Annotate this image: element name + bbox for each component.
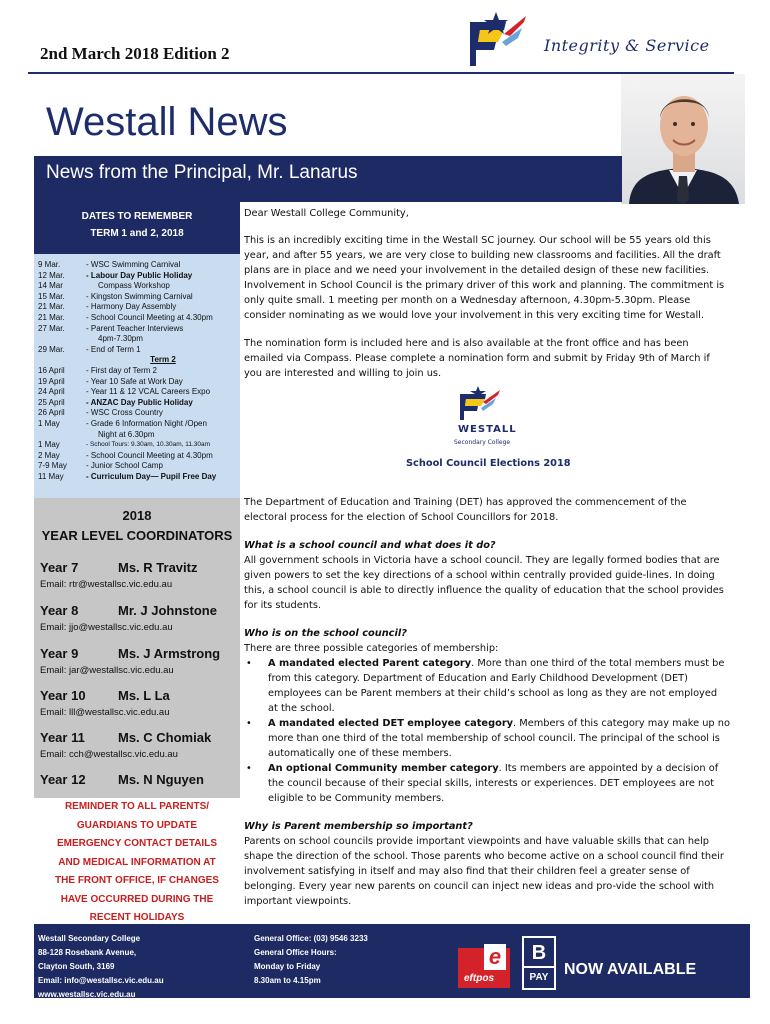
eftpos-e-glyph: e: [484, 944, 506, 970]
bullet-text: . More than one third of the total members must be from this category. Department of Education and Early Childhood Development (DET) employees can be Parent members at their child’s school as long as they are not employed at the school.: [268, 658, 725, 714]
reminder-line: REMINDER TO ALL PARENTS/: [64, 801, 210, 812]
date-cell: 1 May: [38, 418, 60, 428]
date-cell: 21 Mar.: [38, 312, 65, 322]
answer-paragraph: All government schools in Victoria have a school council. They are legally formed bodies that are given powers to set the key directions of a school within centrally provided guide-lines. In doing this, a school council is able to directly influence the quality of education that the school provides for its students.: [244, 555, 724, 611]
date-cell: 29 Mar.: [38, 344, 65, 354]
bullet-title: A mandated elected Parent category: [268, 658, 472, 669]
footer-line: General Office Hours:: [254, 948, 337, 957]
date-cell: [38, 430, 86, 441]
date-cell: 1 May: [38, 440, 60, 450]
event-cell: - WSC Swimming Carnival: [86, 260, 181, 269]
principal-letter: [244, 206, 730, 909]
coordinator-name: Ms. L La: [118, 688, 170, 703]
date-row: [38, 377, 240, 388]
list-item: [244, 761, 730, 806]
date-row: [38, 345, 240, 356]
event-cell: - School Tours: 9.30am, 10.30am, 11.30am: [86, 441, 211, 449]
paragraph-det: The Department of Education and Training (DET) has approved the commencement of the electoral process for the election of School Councillors for 2018.: [244, 497, 687, 523]
coordinator-year: Year 7: [40, 560, 79, 575]
dates-heading-line1: DATES TO REMEMBER: [81, 211, 193, 222]
bullet-text: . Members of this category may make up no more than one third of the total membership of school council. The principal of the school is automatically one of these members.: [268, 718, 730, 759]
footer-office: [254, 932, 368, 988]
dates-list: [34, 254, 240, 482]
date-row: [38, 313, 240, 324]
date-cell: 7-9 May: [38, 461, 67, 471]
date-row: [38, 334, 240, 345]
date-cell: 25 April: [38, 397, 65, 407]
list-item: [244, 656, 730, 716]
westall-logo-subtext: Secondary College: [454, 439, 511, 446]
event-cell: - Junior School Camp: [86, 461, 163, 471]
coordinator-email[interactable]: Email: jjo@westallsc.vic.edu.au: [40, 622, 173, 633]
event-cell: - Labour Day Public Holiday: [86, 270, 193, 280]
event-cell: - Parent Teacher Interviews: [86, 323, 184, 333]
question-heading: Who is on the school council?: [244, 628, 407, 639]
membership-list: [244, 656, 730, 806]
event-cell: - School Council Meeting at 4.30pm: [86, 312, 213, 322]
date-cell: 14 Mar: [38, 281, 63, 291]
date-cell: 27 Mar.: [38, 323, 65, 333]
coordinator-email[interactable]: Email: lll@westallsc.vic.edu.au: [40, 707, 170, 718]
footer-line: 8.30am to 4.15pm: [254, 976, 321, 985]
bullet-title: A mandated elected DET employee category: [268, 718, 514, 729]
reminder-line: AND MEDICAL INFORMATION AT: [58, 856, 216, 868]
coordinators-box: [34, 498, 240, 798]
reminder-line: EMERGENCY CONTACT DETAILS: [56, 838, 217, 849]
bpay-label: PAY: [529, 972, 549, 983]
event-cell: - Year 10 Safe at Work Day: [86, 376, 183, 386]
dates-to-remember: [34, 202, 240, 498]
date-cell: 2 May: [38, 450, 60, 460]
paragraph-intro: This is an incredibly exciting time in the Westall SC journey. Our school will be 55 years old this year, and after 55 years, we are very close to building new classrooms and facilities. All the draft plans are in place and we need your involvement in the detailed design of these new facilities. Involvement in School Council is the primary driver of this work and planning. The commitment is only quite small. 1 meeting per month on a Wednesday afternoon, 4.30pm-5.30pm. Please consider nominating as we would love your involvement in this very exciting time for Westall.: [244, 235, 725, 321]
event-cell: - ANZAC Day Public Holiday: [86, 397, 193, 407]
date-row: [38, 260, 240, 271]
coordinator-year: Year 10: [40, 688, 86, 703]
date-row: [38, 472, 240, 483]
coordinator-email[interactable]: Email: rtr@westallsc.vic.edu.au: [40, 579, 173, 590]
event-cell: - First day of Term 2: [86, 365, 157, 375]
event-cell: - Kingston Swimming Carnival: [86, 291, 193, 301]
question-heading: What is a school council and what does it do?: [244, 540, 496, 551]
event-cell: - Curriculum Day— Pupil Free Day: [86, 471, 217, 481]
coordinator-email[interactable]: Email: jar@westallsc.vic.edu.au: [40, 665, 174, 676]
date-row: [38, 292, 240, 303]
date-cell: 16 April: [38, 365, 65, 375]
date-cell: [38, 334, 86, 345]
reminder-line: THE FRONT OFFICE, IF CHANGES: [55, 875, 219, 886]
date-row: [38, 430, 240, 441]
footer-contact: [38, 932, 164, 1002]
eftpos-label: eftpos: [464, 973, 494, 984]
westall-logo-text: WESTALL: [458, 424, 517, 435]
coordinator-name: Ms. J Armstrong: [118, 646, 221, 661]
coordinator-name: Ms. R Travitz: [118, 560, 198, 575]
footer-line: 88-128 Rosebank Avenue,: [38, 948, 137, 957]
elections-title: School Council Elections 2018: [406, 458, 571, 469]
motto-text: Integrity & Service: [544, 36, 710, 55]
date-cell: 19 April: [38, 376, 65, 386]
event-cell: - End of Term 1: [86, 344, 141, 354]
date-row: [38, 271, 240, 282]
reminder-line: RECENT HOLIDAYS: [89, 912, 185, 923]
date-cell: 26 April: [38, 408, 65, 418]
reminder-notice: [34, 798, 240, 922]
date-cell: 15 Mar.: [38, 291, 65, 301]
footer-website-link[interactable]: www.westallsc.vic.edu.au: [38, 990, 136, 999]
event-cell: - Grade 6 Information Night /Open: [86, 418, 207, 428]
date-row: [38, 324, 240, 335]
date-row: [38, 440, 240, 451]
paragraph-nomination: The nomination form is included here and is also available at the front office and has been emailed via Compass. Please complete a nomination form and submit by Friday 9th of March if you are interested and willing to join us.: [244, 338, 710, 379]
bpay-logo: [522, 936, 556, 990]
greeting: Dear Westall College Community,: [244, 208, 409, 219]
school-logo: [466, 8, 538, 66]
coordinators-heading-line1: 2018: [122, 508, 152, 523]
coordinator-name: Mr. J Johnstone: [118, 603, 217, 618]
term2-label: Term 2: [150, 355, 176, 365]
footer-line: Westall Secondary College: [38, 934, 141, 943]
date-row: [38, 419, 240, 430]
date-row: [38, 451, 240, 462]
bullet-text: . Its members are appointed by a decision of the council because of their special skills, interests or experiences. DET employees are not eligible to be Community members.: [268, 763, 719, 804]
bullet-title: An optional Community member category: [268, 763, 499, 774]
dates-heading: [34, 202, 240, 254]
coordinators-heading-line2: YEAR LEVEL COORDINATORS: [41, 528, 233, 543]
coordinator-name: Ms. C Chomiak: [118, 730, 212, 745]
newsletter-title: Westall News: [46, 100, 288, 144]
question-heading: Why is Parent membership so important?: [244, 821, 473, 832]
footer-line: Clayton South, 3169: [38, 962, 115, 971]
coordinator-name: Ms. N Nguyen: [118, 772, 204, 787]
principal-photo: [621, 74, 745, 204]
footer-email[interactable]: Email: info@westallsc.vic.edu.au: [38, 976, 164, 985]
coordinator-year: Year 12: [40, 772, 86, 787]
coordinators-heading: [34, 498, 240, 546]
date-cell: 21 Mar.: [38, 302, 65, 312]
date-cell: 11 May: [38, 471, 64, 481]
answer-intro: There are three possible categories of membership:: [244, 643, 499, 654]
coordinator-email[interactable]: Email: cch@westallsc.vic.edu.au: [40, 749, 178, 760]
date-cell: 24 April: [38, 387, 65, 397]
date-row: [38, 408, 240, 419]
event-cell: - WSC Cross Country: [86, 408, 163, 418]
footer-line: Monday to Friday: [254, 962, 321, 971]
date-cell: 9 Mar.: [38, 260, 61, 269]
event-cell: - Harmony Day Assembly: [86, 302, 177, 312]
event-cell: Compass Workshop: [98, 281, 170, 291]
event-cell: - School Council Meeting at 4.30pm: [86, 450, 213, 460]
date-row: [38, 387, 240, 398]
date-row: [38, 461, 240, 472]
event-cell: Night at 6.30pm: [98, 429, 155, 439]
coordinator-year: Year 9: [40, 646, 79, 661]
date-row: [38, 302, 240, 313]
eftpos-logo: [458, 944, 510, 988]
date-row: [38, 281, 240, 292]
banner-text: News from the Principal, Mr. Lanarus: [46, 162, 358, 183]
event-cell: - Year 11 & 12 VCAL Careers Expo: [86, 387, 211, 397]
westall-logo: [414, 394, 554, 452]
date-row: [38, 366, 240, 377]
now-available-text: NOW AVAILABLE: [564, 961, 697, 978]
list-item: [244, 716, 730, 761]
date-cell: 12 Mar.: [38, 270, 65, 280]
footer-phone[interactable]: General Office: (03) 9546 3233: [254, 934, 368, 943]
date-row: [38, 398, 240, 409]
dates-heading-line2: TERM 1 and 2, 2018: [90, 228, 184, 239]
event-cell: 4pm-7.30pm: [98, 334, 143, 344]
coordinator-year: Year 11: [40, 730, 85, 745]
coordinator-year: Year 8: [40, 603, 79, 618]
edition-label: 2nd March 2018 Edition 2: [40, 44, 230, 63]
reminder-line: HAVE OCCURRED DURING THE: [60, 893, 214, 905]
answer-paragraph: Parents on school councils provide important viewpoints and have valuable skills that can help shape the direction of the school. Those parents who become active on a school council find their involvement satisfying in itself and may also find that their children feel a greater sense of belonging. Every year new parents on council can inject new ideas and pro-vide the school with important viewpoints.: [244, 836, 724, 907]
reminder-line: GUARDIANS TO UPDATE: [76, 819, 198, 831]
bpay-glyph: B: [524, 938, 554, 968]
footer: [34, 924, 750, 998]
